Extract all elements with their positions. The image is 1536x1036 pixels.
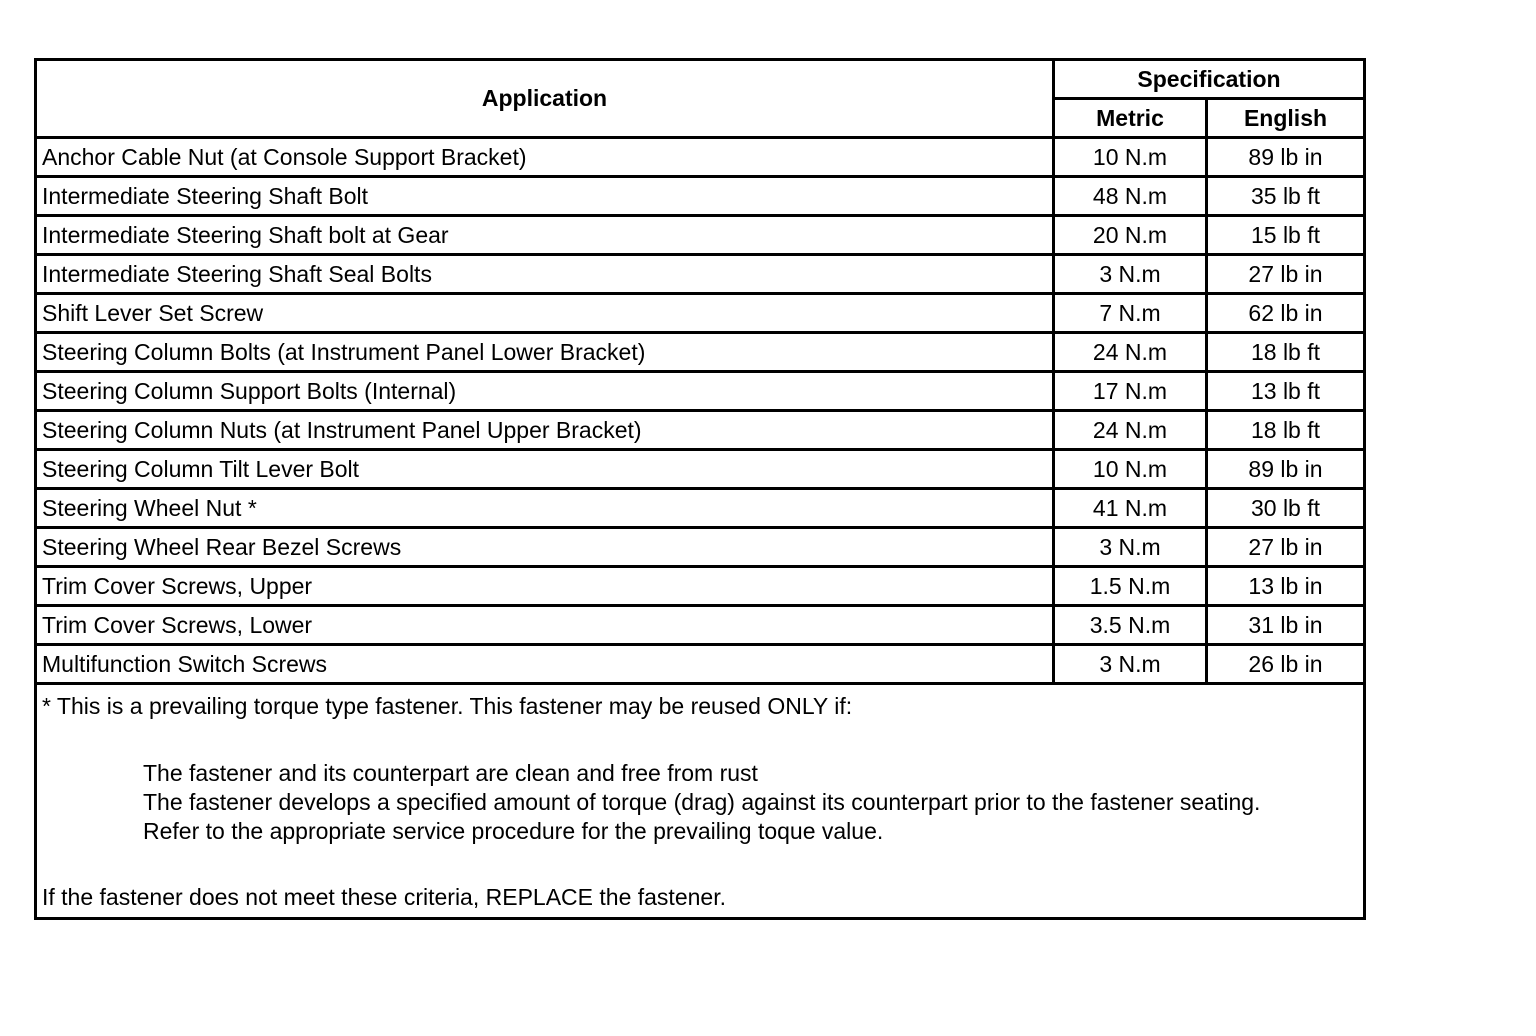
english-cell: 18 lb ft [1207,411,1365,450]
metric-cell: 3 N.m [1054,255,1207,294]
table-row [36,177,1365,216]
table-row [36,450,1365,489]
application-cell: Anchor Cable Nut (at Console Support Bracket) [36,138,1054,177]
table-body [36,138,1365,919]
english-cell: 62 lb in [1207,294,1365,333]
english-cell: 27 lb in [1207,528,1365,567]
metric-cell: 1.5 N.m [1054,567,1207,606]
table-row [36,606,1365,645]
application-cell: Multifunction Switch Screws [36,645,1054,684]
metric-cell: 48 N.m [1054,177,1207,216]
application-cell: Intermediate Steering Shaft bolt at Gear [36,216,1054,255]
english-cell: 89 lb in [1207,450,1365,489]
english-cell: 18 lb ft [1207,333,1365,372]
table-row [36,138,1365,177]
application-cell: Steering Wheel Rear Bezel Screws [36,528,1054,567]
table-row [36,333,1365,372]
table-row [36,372,1365,411]
english-cell: 26 lb in [1207,645,1365,684]
table-row [36,294,1365,333]
application-cell: Steering Wheel Nut * [36,489,1054,528]
application-cell: Trim Cover Screws, Upper [36,567,1054,606]
table-row [36,411,1365,450]
table-row [36,645,1365,684]
application-cell: Steering Column Support Bolts (Internal) [36,372,1054,411]
footnote-cell [36,684,1365,919]
english-cell: 27 lb in [1207,255,1365,294]
footnote-outro: If the fastener does not meet these criteria, REPLACE the fastener. [42,884,726,910]
table-row [36,255,1365,294]
metric-cell: 20 N.m [1054,216,1207,255]
footnote-criterion: The fastener and its counterpart are clean and free from rust [143,760,758,786]
table-row [36,528,1365,567]
torque-spec-table [34,58,1366,920]
metric-cell: 17 N.m [1054,372,1207,411]
english-cell: 31 lb in [1207,606,1365,645]
application-header: Application [36,60,1054,138]
application-cell: Intermediate Steering Shaft Seal Bolts [36,255,1054,294]
metric-cell: 24 N.m [1054,411,1207,450]
metric-cell: 3 N.m [1054,528,1207,567]
metric-cell: 24 N.m [1054,333,1207,372]
table-row [36,489,1365,528]
metric-cell: 3 N.m [1054,645,1207,684]
table-row [36,567,1365,606]
metric-cell: 3.5 N.m [1054,606,1207,645]
english-cell: 89 lb in [1207,138,1365,177]
footnote-criteria-list [42,759,1363,846]
english-cell: 15 lb ft [1207,216,1365,255]
specification-header: Specification [1054,60,1365,99]
footnote-criterion: The fastener develops a specified amount of torque (drag) against its counterpart prior to the fastener seating. [143,789,1261,815]
english-cell: 13 lb ft [1207,372,1365,411]
english-header: English [1207,99,1365,138]
metric-cell: 7 N.m [1054,294,1207,333]
application-cell: Shift Lever Set Screw [36,294,1054,333]
application-cell: Steering Column Nuts (at Instrument Panel Upper Bracket) [36,411,1054,450]
metric-cell: 10 N.m [1054,450,1207,489]
metric-cell: 41 N.m [1054,489,1207,528]
application-cell: Intermediate Steering Shaft Bolt [36,177,1054,216]
footnote-criterion: Refer to the appropriate service procedure for the prevailing toque value. [143,818,884,844]
english-cell: 30 lb ft [1207,489,1365,528]
english-cell: 13 lb in [1207,567,1365,606]
application-cell: Steering Column Tilt Lever Bolt [36,450,1054,489]
english-cell: 35 lb ft [1207,177,1365,216]
table-row [36,216,1365,255]
footnote-row [36,684,1365,919]
metric-header: Metric [1054,99,1207,138]
application-cell: Steering Column Bolts (at Instrument Panel Lower Bracket) [36,333,1054,372]
application-cell: Trim Cover Screws, Lower [36,606,1054,645]
metric-cell: 10 N.m [1054,138,1207,177]
table-header-row [36,60,1365,99]
footnote-intro: * This is a prevailing torque type fastener. This fastener may be reused ONLY if: [42,693,853,719]
